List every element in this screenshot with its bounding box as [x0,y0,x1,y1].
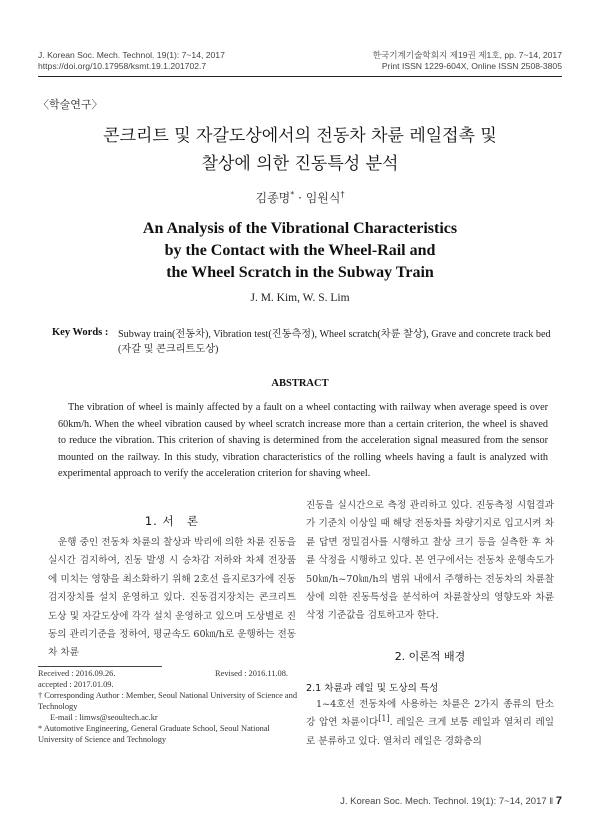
footnote-dates [38,669,288,680]
author-email[interactable]: E-mail : limws@seoultech.ac.kr [50,713,158,722]
title-english-line1: An Analysis of the Vibrational Characteristics [142,220,458,237]
page-footer [340,795,562,807]
title-english-line3: the Wheel Scratch in the Subway Train [166,264,434,281]
authors-korean [0,189,600,206]
journal-citation-korean [373,50,562,72]
affiliation: * Automotive Engineering, General Graduate School, Seoul National University of Science and Technology [38,724,270,744]
author2-mark: † [340,190,345,199]
intro-continued-paragraph: 진동을 실시간으로 측정 관리하고 있다. 진동측정 시험결과가 기준치 이상일 때 해당 전동차를 차량기지로 입고시켜 차륜 답면 정밀검사를 시행하고 찰상 크기 등을 실측한 후 차륜 삭정을 시행하고 있다. 본 연구에서는 전동차 운행속도가 50㎞/h~70㎞/h의 범위 내에서 주행하는 전동차의 차륜찰상에 의한 진동특성을 분석하여 차륜찰상의 영향도와 차륜 삭정 기준값을 검토하고자 한다. [306,500,554,622]
corresponding-author: † Corresponding Author : Member, Seoul National University of Science and Technology [38,691,298,711]
reference-marker[interactable]: [1] [378,714,390,724]
page-number: 7 [555,795,562,807]
issn-line: Print ISSN 1229-604X, Online ISSN 2508-3805 [381,61,562,71]
keywords-text: Subway train(전동차), Vibration test(진동측정), Wheel scratch(차륜 찰상), Grave and concrete track bed (자갈 및 콘크리트도상) [118,329,551,355]
title-korean-line1: 콘크리트 및 자갈도상에서의 전동차 차륜 레일접촉 및 [103,126,497,146]
keywords-label: Key Words : [52,327,109,338]
journal-citation [38,50,225,72]
article-category: 〈학술연구〉 [38,98,103,111]
section1-heading: 1. 서 론 [144,514,200,528]
header-divider [38,76,562,77]
footnote-divider [38,666,162,667]
doi-link[interactable]: https://doi.org/10.17958/ksmt.19.1.201702.7 [38,61,207,71]
author-separator: · [294,191,306,205]
title-korean-line2: 찰상에 의한 진동특성 분석 [201,154,399,174]
paragraph-text: 1~4호선 전동차에 사용하는 차륜은 2가지 종류의 탄소강 압연 차륜이다 [306,699,554,729]
subsection-2-1-heading: 2.1 차륜과 레일 및 도상의 특성 [306,683,439,694]
footer-citation: J. Korean Soc. Mech. Technol. 19(1): 7~14, 2017 [340,796,547,807]
footer-separator: ‖ [546,796,556,807]
journal-citation-korean-line: 한국기계기술학회지 제19권 제1호, pp. 7~14, 2017 [372,50,562,60]
author1-mark: * [290,190,295,199]
paragraph-text: . 레일은 크게 보통 레일과 열처리 레일로 분류하고 있다. 열처리 레일은 경화층의 [306,717,554,747]
author2-korean: 임원식 [305,191,341,205]
title-english-line2: by the Contact with the Wheel-Rail and [164,242,436,259]
authors-english: J. M. Kim, W. S. Lim [250,292,350,304]
journal-citation-line: J. Korean Soc. Mech. Technol. 19(1): 7~14, 2017 [38,50,225,60]
revised-date: Revised : 2016.11.08. [215,669,288,678]
abstract-heading: ABSTRACT [271,378,329,389]
subsection-2-1-paragraph [306,696,554,751]
abstract-body: The vibration of wheel is mainly affected by a fault on a wheel contacting with railway when average speed is over 60km/h. When the wheel vibration caused by wheel scratch increase more than a certain criterion, the wheel is shaved to reduce the vibration. This criterion of shaving is determined from the acceleration signal measured from the sensor mounted on the railway. In this study, vibration characteristics of the rolling wheels having a fault is analyzed with experimental approach to verify the acceleration criterion for shaving wheel. [58,402,548,480]
section1-paragraph: 운행 중인 전동차 차륜의 찰상과 박리에 의한 차륜 진동을 실시간 검지하여, 진동 발생 시 승차감 저하와 차체 전장품에 미치는 영향을 최소화하기 위해 2호선 을지로3가에 진동검지장치를 설치 운영하고 있다. 진동검지장치는 콘크리트도상 및 자갈도상에 각각 설치 운영하고 있으며 도상별로 진동의 관리기준을 정하여, 평균속도 60㎞/h로 운행하는 전동차 차륜 [48,537,296,659]
received-date: Received : 2016.09.26. [38,669,116,678]
author1-korean: 김종명 [255,191,291,205]
section2-heading: 2. 이론적 배경 [394,650,466,663]
accepted-date: accepted : 2017.01.09. [38,680,114,689]
